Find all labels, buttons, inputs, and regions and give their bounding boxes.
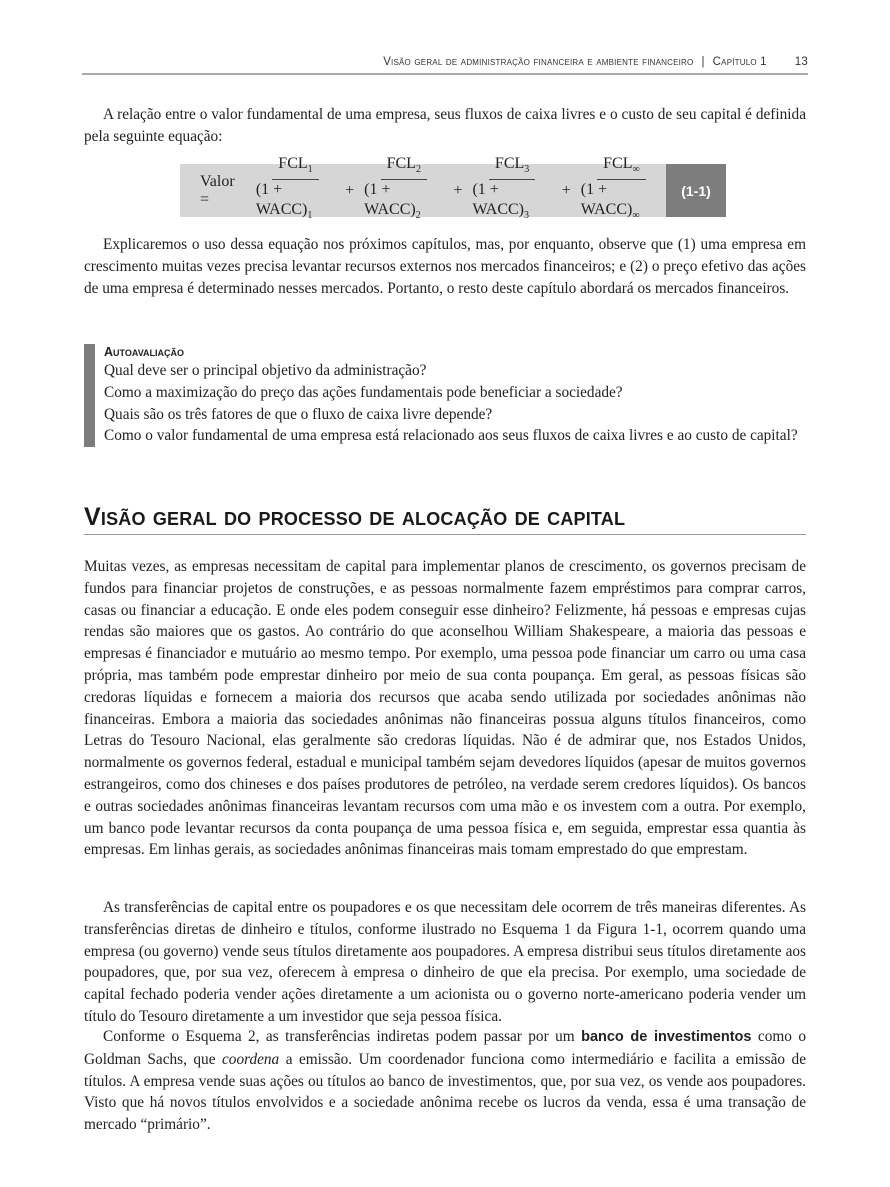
term-numerator-subscript: 3 — [524, 164, 530, 175]
equation-lhs: Valor = — [200, 172, 235, 208]
body-paragraph-2: As transferências de capital entre os poupadores e os que necessitam dele ocorrem de três maneiras diferentes. As transferências diretas de dinheiro e títulos, conforme ilustrado no Esquema 1 da Figura 1-1, ocorrem quando uma empresa (ou governo) vende seus títulos diretamente aos poupadores. A empresa distribui seus títulos diretamente aos poupadores, que, por sua vez, oferecem à empresa o dinheiro de que ela precisa. Por exemplo, uma sociedade de capital fechado poderia vender ações diretamente a um acionista ou o governo norte-americano poderia vender um título do Tesouro diretamente a um investidor que seja pessoa física. — [84, 899, 806, 1025]
text-run: a emissão. Um coordenador funciona como intermediário e facilita a emissão de títulos. A empresa vende suas ações ou títulos ao banco de investimentos, que, por sua vez, os vende aos poupadores. Visto que há novos títulos envolvidos e a sociedade anônima recebe os lucros da venda, essa é uma transação de mercado “primário”. — [84, 1050, 806, 1134]
term-numerator: FCL — [494, 154, 525, 172]
term-numerator-subscript: 1 — [307, 164, 313, 175]
equation-term-1 — [254, 155, 337, 226]
term-denominator: (1 + WACC) — [364, 181, 416, 218]
term-denominator: (1 + WACC) — [472, 181, 525, 218]
term-denominator-subscript: 3 — [524, 210, 530, 222]
text-run: como o Goldman Sachs, que — [84, 1028, 806, 1068]
plus-sign: + — [453, 181, 463, 199]
equation-number: (1-1) — [666, 164, 726, 217]
term-denominator-subscript: 1 — [307, 210, 313, 222]
term-numerator: FCL — [386, 154, 416, 172]
equation-body — [180, 154, 666, 222]
term-numerator-subscript: 2 — [415, 164, 421, 175]
equation-term-4 — [579, 155, 664, 226]
term-denominator: (1 + WACC) — [255, 181, 308, 218]
emphasis: coordena — [222, 1050, 280, 1068]
running-head-chapter: Capítulo 1 — [712, 56, 767, 68]
equation-box — [180, 154, 726, 222]
key-term: banco de investimentos — [581, 1029, 752, 1045]
term-denominator-subscript: 2 — [415, 210, 421, 222]
equation-term-2 — [362, 155, 445, 226]
selfcheck-box — [84, 344, 826, 447]
running-head-title: Visão geral de administração financeira e ambiente financeiro — [383, 56, 694, 68]
plus-sign: + — [345, 181, 355, 199]
selfcheck-question: Qual deve ser o principal objetivo da administração? — [104, 362, 427, 379]
term-numerator: FCL — [278, 154, 308, 172]
selfcheck-question: Como o valor fundamental de uma empresa está relacionado aos seus fluxos de caixa livres e ao custo de capital? — [104, 427, 798, 445]
term-numerator: FCL — [603, 154, 633, 172]
section-heading: Visão geral do processo de alocação de capital — [84, 502, 806, 535]
term-numerator-subscript: ∞ — [632, 164, 640, 175]
text-run: Conforme o Esquema 2, as transferências indiretas podem passar por um — [103, 1028, 582, 1045]
selfcheck-question: Como a maximização do preço das ações fundamentais pode beneficiar a sociedade? — [104, 383, 623, 401]
equation-term-3 — [470, 155, 553, 226]
header-rule — [82, 73, 808, 75]
intro-paragraph: A relação entre o valor fundamental de uma empresa, seus fluxos de caixa livres e o custo de seu capital é definida pela seguinte equação: — [84, 106, 806, 145]
term-denominator: (1 + WACC) — [580, 181, 633, 218]
explain-paragraph: Explicaremos o uso dessa equação nos próximos capítulos, mas, por enquanto, observe que (1) uma empresa em crescimento muitas vezes precisa levantar recursos externos nos mercados financeiros; e (2) o preço efetivo das ações de uma empresa é determinado nesses mercados. Portanto, o resto deste capítulo abordará os mercados financeiros. — [84, 236, 806, 297]
plus-sign: + — [561, 181, 571, 199]
selfcheck-question: Quais são os três fatores de que o fluxo de caixa livre depende? — [104, 405, 493, 423]
page-number: 13 — [794, 56, 808, 68]
running-head — [82, 52, 808, 72]
term-denominator-subscript: ∞ — [632, 210, 640, 222]
body-paragraph-1: Muitas vezes, as empresas necessitam de capital para implementar planos de crescimento, os governos precisam de fundos para financiar projetos de construções, e as pessoas normalmente fazem empréstimos para comprar carros, casas ou financiar a educação. E onde eles podem conseguir esse dinheiro? Felizmente, há pessoas e empresas cujas rendas são maiores que os gastos. Ao contrário do que aconselhou William Shakespeare, a maioria das pessoas e empresas é financiador e mutuário ao mesmo tempo. Por exemplo, uma pessoa pode financiar um carro ou uma casa própria, mas também pode emprestar dinheiro por meio de sua conta poupança. Em geral, as pessoas físicas são credoras líquidas e fornecem a maioria dos recursos que acaba sendo utilizada por sociedades anônimas não financeiras. Embora a maioria das sociedades anônimas não financeiras possua alguns títulos financeiros, como Letras do Tesouro Nacional, elas geralmente são credoras líquidas. Não é de admirar que, nos Estados Unidos, normalmente os governos federal, estadual e municipal também sejam devedores líquidos (apesar de muitos governos estrangeiros, como dos chineses e dos países produtores de petróleo, na verdade serem credores líquidos). Os bancos e outras sociedades anônimas financeiras levantam recursos com uma mão e os investem com a outra. Por exemplo, um banco pode levantar recursos da conta poupança de uma pessoa física e, em seguida, emprestar essa quantia às empresas. Em linhas gerais, as sociedades anônimas financeiras mais tomam emprestado do que emprestam. — [84, 558, 806, 859]
body-paragraph-3 — [84, 1026, 806, 1136]
selfcheck-title: Autoavaliação — [104, 345, 185, 359]
running-head-separator: | — [701, 56, 705, 68]
